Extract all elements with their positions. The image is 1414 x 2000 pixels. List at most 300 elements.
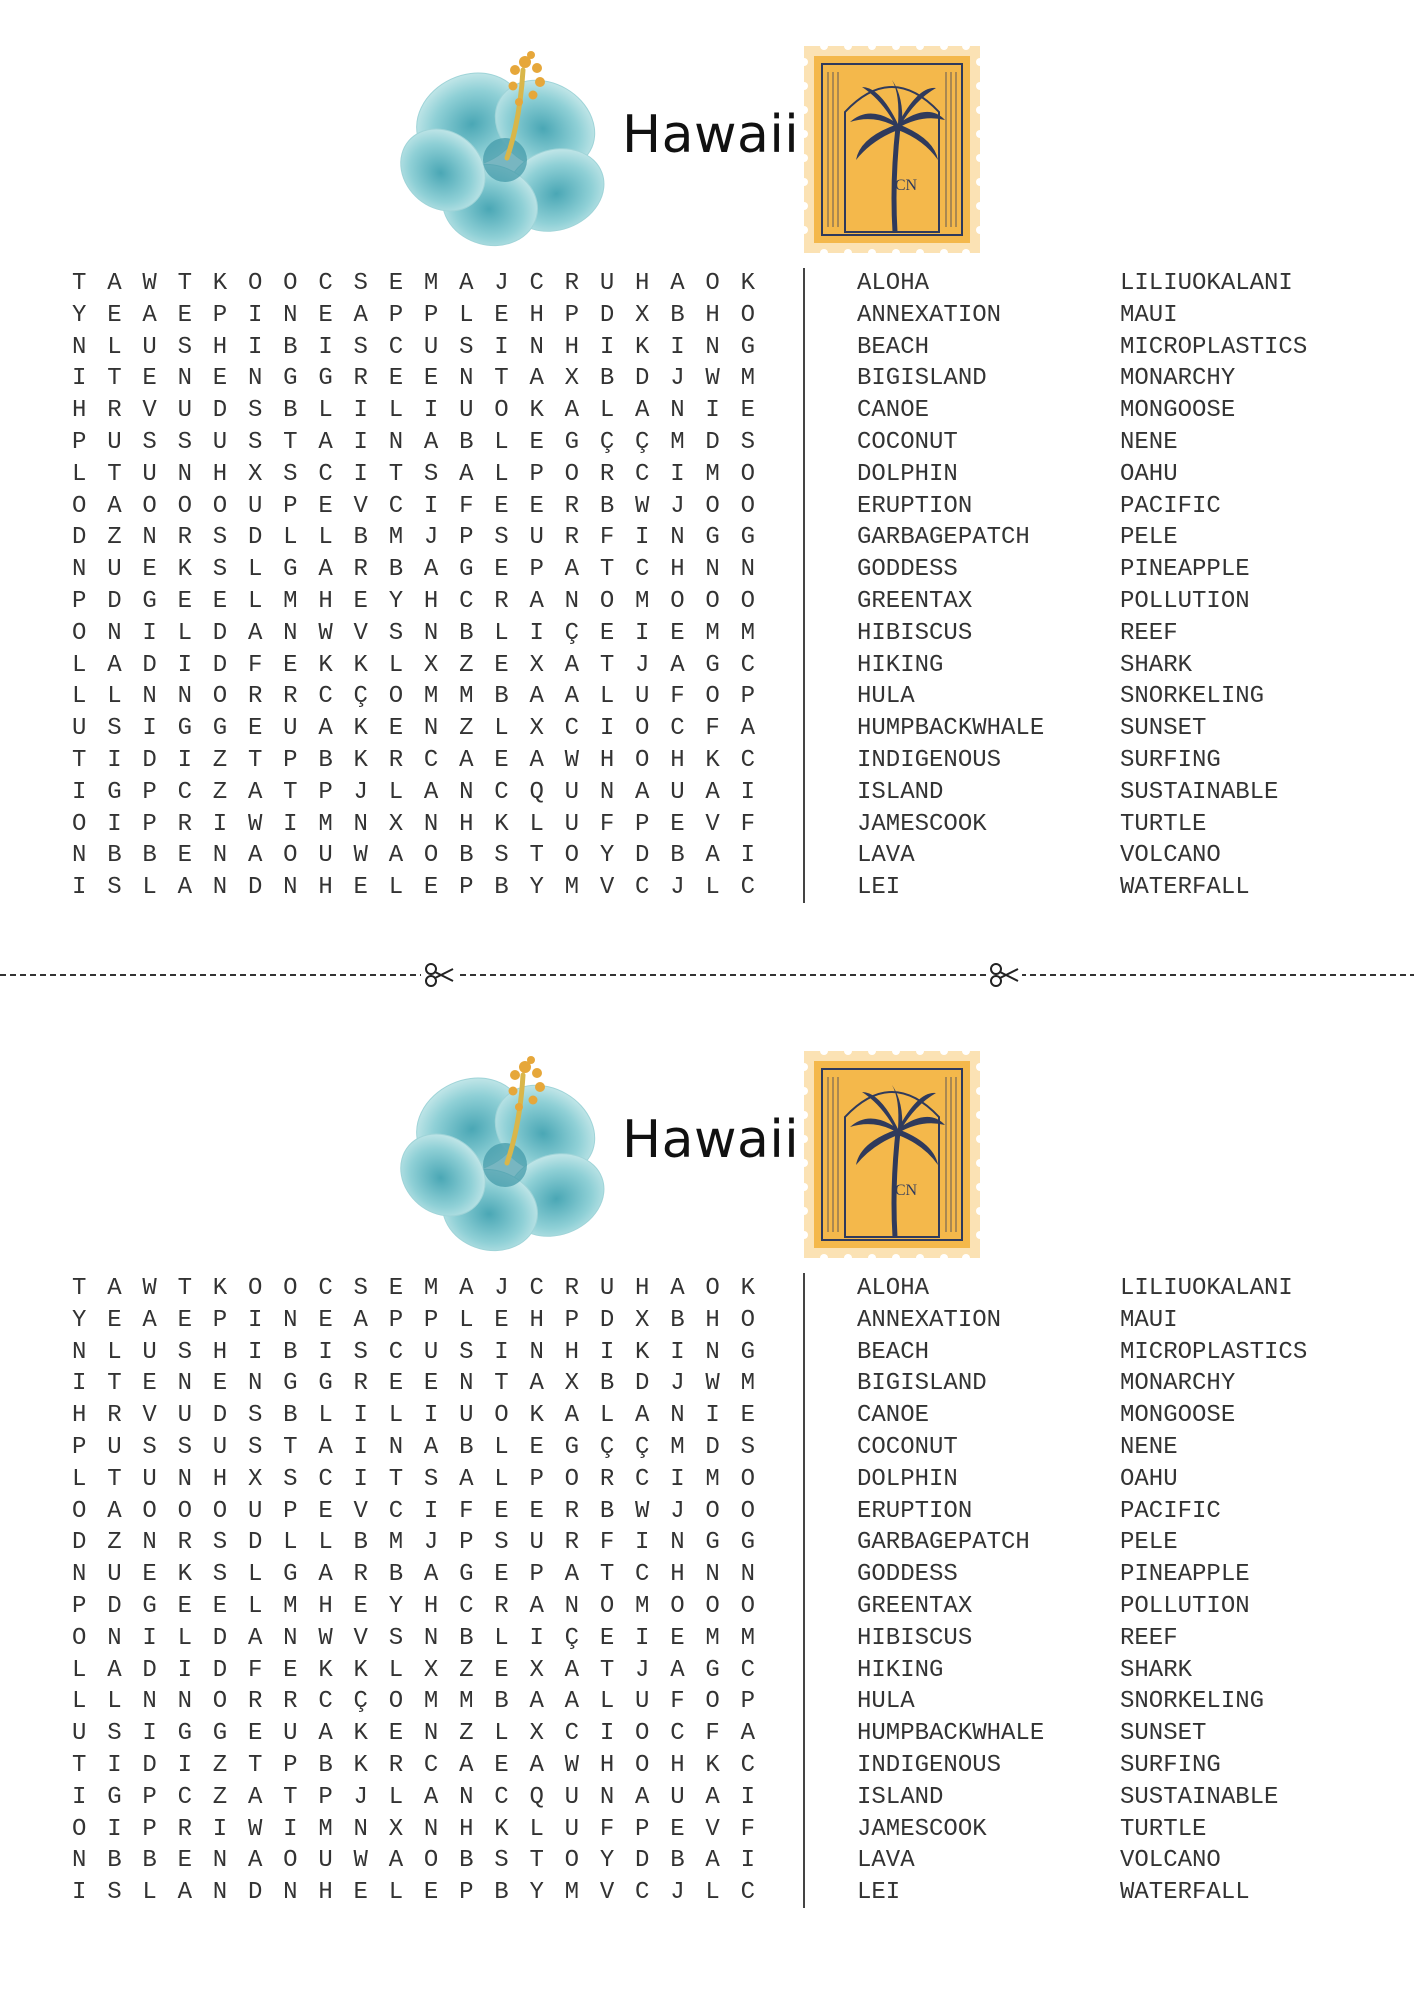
grid-letter: B (388, 1561, 404, 1589)
grid-letter: I (599, 1720, 615, 1748)
word-list-item: COCONUT (857, 1433, 958, 1461)
grid-letter: O (283, 842, 298, 870)
grid-letter: C (388, 1338, 404, 1366)
word-list-item: POLLUTION (1120, 1592, 1250, 1620)
grid-letter: I (318, 333, 333, 361)
word-list-item: MONARCHY (1120, 1370, 1236, 1398)
grid-letter: I (353, 460, 368, 488)
grid-letter: L (142, 874, 157, 902)
grid-letter: W (635, 1497, 650, 1525)
grid-letter: E (670, 1624, 685, 1652)
grid-letter: L (388, 874, 404, 902)
grid-row (72, 1718, 776, 1750)
grid-letter: S (247, 428, 263, 456)
grid-letter: L (599, 397, 615, 425)
grid-letter: S (107, 1879, 122, 1907)
grid-letter: A (388, 1847, 404, 1875)
grid-letter: E (318, 1497, 333, 1525)
grid-letter: N (247, 1370, 263, 1398)
grid-letter: P (740, 1688, 755, 1716)
grid-letter: E (529, 1433, 544, 1461)
grid-letter: T (247, 1751, 263, 1779)
grid-letter: N (670, 1402, 685, 1430)
grid-letter: H (318, 1879, 333, 1907)
grid-letter: S (247, 397, 263, 425)
grid-row (72, 554, 776, 586)
grid-letter: K (177, 556, 192, 584)
grid-letter: P (142, 778, 157, 806)
grid-letter: O (635, 746, 650, 774)
grid-letter: C (459, 587, 474, 615)
grid-letter: D (142, 1656, 157, 1684)
grid-letter: O (740, 301, 755, 329)
grid-letter: A (247, 619, 263, 647)
grid-letter: Z (212, 746, 228, 774)
grid-letter: P (529, 1561, 544, 1589)
grid-letter: U (564, 1783, 580, 1811)
grid-row (72, 459, 776, 491)
word-list-item: OAHU (1120, 1465, 1178, 1493)
grid-letter: N (283, 1879, 298, 1907)
grid-letter: E (599, 619, 615, 647)
grid-letter: Y (72, 1306, 87, 1334)
grid-letter: F (247, 1656, 263, 1684)
grid-row (72, 1750, 776, 1782)
grid-letter: E (423, 874, 439, 902)
grid-letter: A (705, 842, 720, 870)
word-list-item: MICROPLASTICS (1120, 1338, 1308, 1366)
grid-letter: D (72, 524, 87, 552)
grid-letter: U (142, 1338, 157, 1366)
word-list-item: PINEAPPLE (1120, 556, 1250, 584)
grid-letter: C (635, 1465, 650, 1493)
grid-letter: H (670, 556, 685, 584)
grid-letter: A (423, 1433, 439, 1461)
grid-letter: A (459, 1465, 474, 1493)
grid-letter: M (388, 524, 404, 552)
word-list-item: GODDESS (857, 1561, 958, 1589)
grid-letter: H (212, 1338, 228, 1366)
grid-letter: K (353, 1656, 368, 1684)
grid-letter: K (494, 1815, 509, 1843)
grid-letter: Z (459, 1720, 474, 1748)
grid-letter: G (283, 1370, 298, 1398)
grid-letter: U (177, 397, 192, 425)
grid-letter: A (459, 270, 474, 297)
grid-letter: B (459, 1433, 474, 1461)
grid-letter: A (247, 778, 263, 806)
grid-letter: E (388, 1370, 404, 1398)
grid-letter: F (670, 1688, 685, 1716)
grid-letter: Ç (353, 1688, 368, 1716)
grid-row (72, 1337, 776, 1369)
grid-letter: O (212, 492, 228, 520)
grid-letter: E (142, 365, 157, 393)
word-list-item: CANOE (857, 1402, 930, 1430)
grid-letter: E (388, 715, 404, 743)
grid-letter: O (177, 1497, 192, 1525)
grid-letter: P (459, 1879, 474, 1907)
grid-letter: W (247, 1815, 263, 1843)
grid-letter: K (494, 810, 509, 838)
grid-letter: M (459, 683, 474, 711)
grid-letter: U (177, 1402, 192, 1430)
grid-letter: L (599, 1688, 615, 1716)
grid-row (72, 1527, 776, 1559)
word-list-item: MAUI (1120, 1306, 1178, 1334)
grid-letter: I (635, 1529, 650, 1557)
word-list-item: PACIFIC (1120, 1497, 1221, 1525)
grid-letter: I (740, 1783, 755, 1811)
grid-letter: C (177, 1783, 192, 1811)
grid-letter: C (388, 333, 404, 361)
grid-letter: L (388, 1783, 404, 1811)
grid-letter: G (740, 524, 755, 552)
grid-row (72, 300, 776, 332)
grid-letter: R (353, 365, 368, 393)
grid-letter: C (388, 492, 404, 520)
grid-letter: B (494, 1879, 509, 1907)
grid-letter: N (353, 1815, 368, 1843)
grid-letter: X (247, 460, 263, 488)
grid-letter: N (564, 1592, 580, 1620)
grid-letter: U (670, 778, 685, 806)
grid-letter: X (529, 1656, 544, 1684)
grid-letter: P (529, 556, 544, 584)
grid-letter: N (177, 460, 192, 488)
word-list-item: HIBISCUS (857, 619, 973, 647)
grid-letter: V (599, 874, 615, 902)
grid-letter: R (599, 1465, 615, 1493)
grid-letter: L (247, 556, 263, 584)
puzzle-panel-bottom (0, 1005, 1414, 1935)
word-list-item: HUMPBACKWHALE (857, 715, 1045, 743)
grid-letter: U (107, 1433, 122, 1461)
grid-letter: L (494, 460, 509, 488)
grid-letter: L (494, 1720, 509, 1748)
grid-letter: R (388, 1751, 404, 1779)
grid-letter: H (705, 1306, 720, 1334)
grid-letter: L (388, 1402, 404, 1430)
grid-letter: N (142, 1529, 157, 1557)
word-list-item: DOLPHIN (857, 460, 958, 488)
grid-letter: U (247, 492, 263, 520)
grid-letter: A (459, 1275, 474, 1302)
grid-letter: R (247, 683, 263, 711)
grid-letter: G (107, 778, 122, 806)
grid-letter: A (107, 1275, 122, 1302)
grid-row (72, 1877, 776, 1909)
grid-letter: G (177, 715, 192, 743)
grid-letter: X (564, 1370, 580, 1398)
grid-letter: L (107, 333, 122, 361)
grid-letter: O (283, 1847, 298, 1875)
grid-letter: E (177, 1847, 192, 1875)
grid-letter: H (529, 301, 544, 329)
grid-letter: N (423, 715, 439, 743)
grid-letter: C (318, 1275, 333, 1302)
grid-letter: T (283, 428, 298, 456)
grid-letter: H (564, 1338, 580, 1366)
grid-letter: I (353, 1465, 368, 1493)
word-list-item: LAVA (857, 1847, 915, 1875)
grid-letter: E (494, 492, 509, 520)
grid-letter: G (740, 1529, 755, 1557)
grid-letter: O (599, 587, 615, 615)
grid-letter: L (107, 1688, 122, 1716)
grid-letter: N (107, 619, 122, 647)
grid-letter: O (494, 397, 509, 425)
grid-letter: L (494, 715, 509, 743)
grid-letter: N (459, 778, 474, 806)
grid-letter: A (705, 778, 720, 806)
grid-letter: B (670, 842, 685, 870)
grid-letter: U (635, 683, 650, 711)
grid-letter: L (318, 1402, 333, 1430)
grid-row (72, 522, 776, 554)
grid-letter: N (212, 1879, 228, 1907)
grid-letter: E (142, 556, 157, 584)
grid-letter: A (670, 270, 685, 297)
grid-letter: B (459, 428, 474, 456)
grid-letter: A (564, 1402, 580, 1430)
grid-letter: G (459, 556, 474, 584)
grid-letter: R (564, 1529, 580, 1557)
grid-letter: U (564, 778, 580, 806)
grid-letter: A (740, 1720, 755, 1748)
grid-letter: I (72, 1370, 87, 1398)
grid-letter: Z (107, 1529, 122, 1557)
grid-letter: B (494, 683, 509, 711)
grid-letter: L (72, 651, 87, 679)
grid-letter: P (564, 301, 580, 329)
grid-letter: P (564, 1306, 580, 1334)
grid-letter: I (494, 333, 509, 361)
word-list-item: BEACH (857, 333, 930, 361)
grid-letter: C (564, 715, 580, 743)
grid-letter: F (459, 492, 474, 520)
grid-letter: Y (388, 587, 404, 615)
grid-letter: R (107, 397, 122, 425)
grid-letter: T (107, 1370, 122, 1398)
grid-letter: M (635, 587, 650, 615)
grid-letter: X (388, 1815, 404, 1843)
word-list-item: ALOHA (857, 270, 930, 297)
grid-letter: B (459, 619, 474, 647)
grid-letter: E (107, 301, 122, 329)
grid-letter: I (423, 492, 439, 520)
word-list-item: VOLCANO (1120, 1847, 1221, 1875)
grid-letter: N (72, 1561, 87, 1589)
grid-letter: U (212, 1433, 228, 1461)
grid-letter: D (599, 1306, 615, 1334)
grid-letter: O (142, 1497, 157, 1525)
grid-letter: L (72, 683, 87, 711)
grid-letter: A (177, 1879, 192, 1907)
grid-letter: L (177, 1624, 192, 1652)
scissors-icon (421, 963, 457, 987)
grid-letter: H (459, 810, 474, 838)
grid-letter: H (599, 1751, 615, 1779)
grid-letter: Q (529, 778, 544, 806)
grid-letter: I (740, 1847, 755, 1875)
grid-letter: P (72, 428, 87, 456)
puzzle-panel-top (0, 0, 1414, 930)
grid-letter: O (212, 683, 228, 711)
grid-letter: O (212, 1497, 228, 1525)
grid-letter: S (107, 1720, 122, 1748)
grid-letter: L (494, 1433, 509, 1461)
grid-letter: I (423, 397, 439, 425)
grid-letter: O (72, 1624, 87, 1652)
grid-letter: I (212, 810, 228, 838)
grid-letter: I (670, 1465, 685, 1493)
grid-letter: I (599, 333, 615, 361)
word-list-item: ANNEXATION (857, 301, 1002, 329)
grid-row (72, 363, 776, 395)
grid-letter: U (107, 1561, 122, 1589)
word-list-item: MAUI (1120, 301, 1178, 329)
grid-letter: D (599, 301, 615, 329)
word-list-item: HIKING (857, 651, 944, 679)
grid-row (72, 1686, 776, 1718)
grid-letter: C (740, 1751, 755, 1779)
grid-letter: D (107, 587, 122, 615)
grid-letter: B (459, 842, 474, 870)
grid-letter: C (318, 1688, 333, 1716)
grid-letter: O (705, 1275, 720, 1302)
grid-letter: T (283, 1433, 298, 1461)
grid-letter: C (459, 1592, 474, 1620)
grid-letter: P (283, 746, 298, 774)
grid-letter: L (494, 1624, 509, 1652)
grid-letter: M (705, 460, 720, 488)
grid-letter: N (142, 683, 157, 711)
grid-letter: R (283, 683, 298, 711)
divider (803, 1273, 805, 1908)
grid-letter: S (423, 1465, 439, 1493)
grid-letter: D (212, 1402, 228, 1430)
grid-letter: J (423, 524, 439, 552)
grid-letter: M (283, 1592, 298, 1620)
grid-row (72, 713, 776, 745)
grid-letter: R (353, 1561, 368, 1589)
word-list-item: HUMPBACKWHALE (857, 1720, 1045, 1748)
grid-letter: S (740, 428, 755, 456)
word-list-item: REEF (1120, 1624, 1178, 1652)
grid-letter: I (635, 524, 650, 552)
grid-letter: E (318, 1306, 333, 1334)
grid-letter: A (318, 1720, 333, 1748)
grid-letter: S (142, 1433, 157, 1461)
grid-letter: J (670, 1879, 685, 1907)
grid-letter: R (353, 556, 368, 584)
grid-letter: Y (599, 1847, 615, 1875)
grid-letter: H (670, 746, 685, 774)
grid-letter: L (599, 683, 615, 711)
grid-letter: N (705, 333, 720, 361)
grid-letter: S (177, 333, 192, 361)
grid-letter: G (283, 365, 298, 393)
grid-letter: E (529, 492, 544, 520)
grid-letter: E (247, 715, 263, 743)
grid-letter: I (353, 428, 368, 456)
word-list-item: WATERFALL (1120, 1879, 1250, 1907)
grid-letter: N (423, 1624, 439, 1652)
word-list-item: SNORKELING (1120, 683, 1265, 711)
grid-letter: N (740, 1561, 755, 1589)
grid-letter: W (247, 810, 263, 838)
grid-letter: A (107, 492, 122, 520)
palm-tree-stamp-icon (800, 1047, 984, 1262)
grid-letter: L (283, 1529, 298, 1557)
grid-letter: P (283, 1751, 298, 1779)
grid-letter: A (635, 397, 650, 425)
grid-letter: H (212, 333, 228, 361)
word-list-item: NENE (1120, 428, 1178, 456)
grid-letter: A (740, 715, 755, 743)
grid-letter: U (529, 524, 544, 552)
grid-row (72, 1623, 776, 1655)
grid-letter: N (670, 397, 685, 425)
word-list-item: MONGOOSE (1120, 1402, 1236, 1430)
grid-letter: N (388, 428, 404, 456)
grid-letter: S (459, 333, 474, 361)
grid-letter: L (459, 301, 474, 329)
grid-letter: T (283, 778, 298, 806)
grid-letter: O (564, 842, 580, 870)
grid-letter: R (107, 1402, 122, 1430)
grid-letter: N (283, 619, 298, 647)
grid-letter: E (529, 1497, 544, 1525)
grid-row (72, 1368, 776, 1400)
grid-letter: I (247, 1338, 263, 1366)
grid-letter: K (740, 270, 755, 297)
grid-letter: A (635, 1783, 650, 1811)
grid-letter: E (740, 1402, 755, 1430)
grid-letter: I (142, 715, 157, 743)
grid-letter: C (635, 460, 650, 488)
grid-row (72, 586, 776, 618)
grid-letter: P (740, 683, 755, 711)
grid-row (72, 395, 776, 427)
grid-letter: N (353, 810, 368, 838)
grid-letter: P (635, 1815, 650, 1843)
grid-letter: J (423, 1529, 439, 1557)
hibiscus-icon (395, 40, 615, 250)
grid-letter: A (459, 1751, 474, 1779)
grid-letter: I (283, 810, 298, 838)
grid-letter: T (107, 460, 122, 488)
grid-letter: K (353, 746, 368, 774)
grid-letter: E (388, 1275, 404, 1302)
grid-letter: K (529, 1402, 544, 1430)
grid-letter: N (283, 1306, 298, 1334)
grid-letter: P (142, 810, 157, 838)
grid-letter: G (177, 1720, 192, 1748)
grid-letter: E (212, 1370, 228, 1398)
word-list-item: PELE (1120, 524, 1178, 552)
word-list-item: ISLAND (857, 1783, 944, 1811)
grid-letter: N (670, 1529, 685, 1557)
grid-letter: I (670, 1338, 685, 1366)
word-list-item: COCONUT (857, 428, 958, 456)
page-title: Hawaii (622, 1110, 800, 1170)
grid-letter: L (177, 619, 192, 647)
grid-row (72, 1559, 776, 1591)
grid-letter: A (635, 778, 650, 806)
grid-letter: S (353, 1275, 368, 1302)
